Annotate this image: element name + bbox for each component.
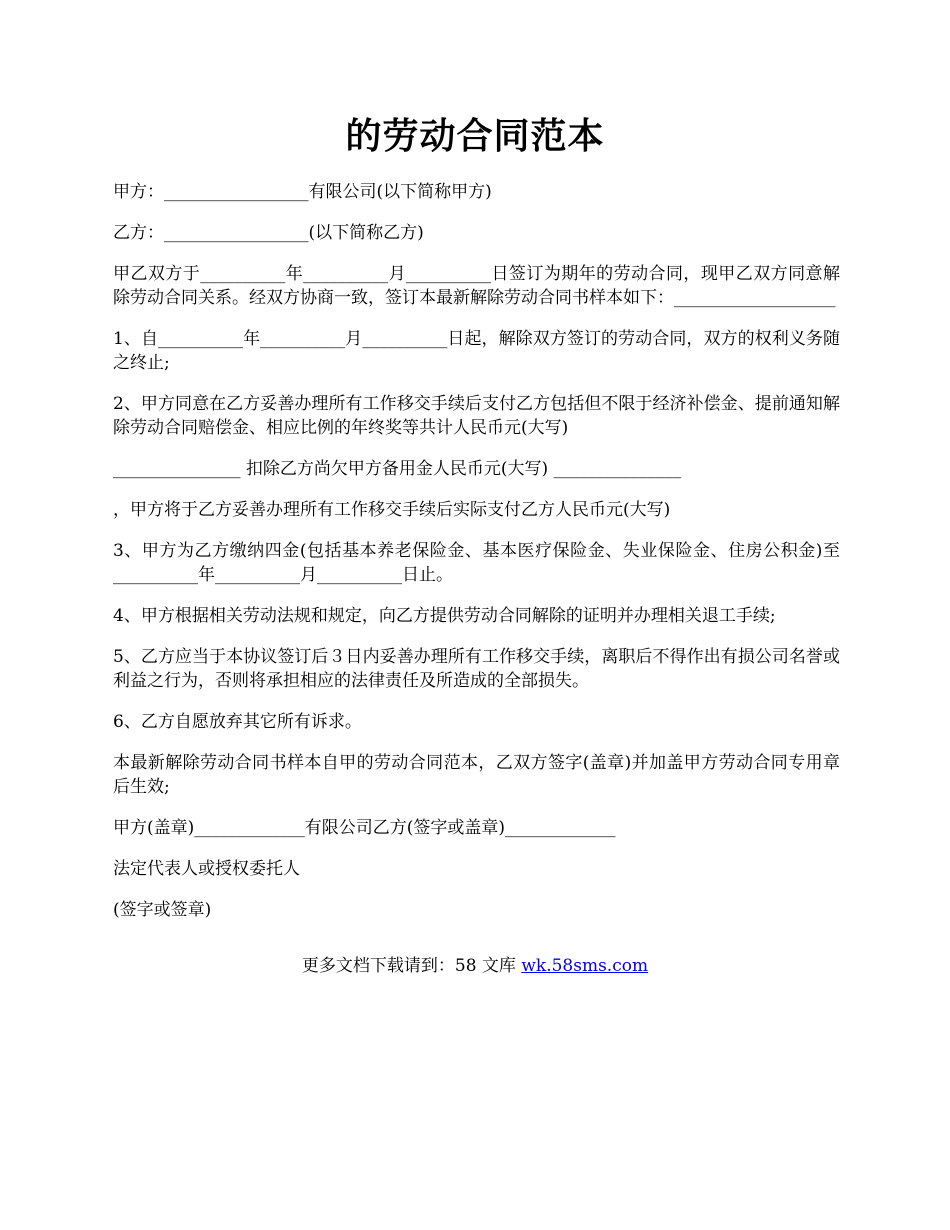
clause-1: 1、自__________年__________月__________日起，解除双方签订的劳动合同，双方的权利义务随之终止; [113, 329, 840, 373]
clause-4: 4、甲方根据相关劳动法规和规定，向乙方提供劳动合同解除的证明并办理相关退工手续; [113, 606, 776, 626]
clause-3: 3、甲方为乙方缴纳四金(包括基本养老保险金、基本医疗保险金、失业保险金、住房公积金)至__________年__________月__________日止。 [113, 541, 840, 585]
effective-clause: 本最新解除劳动合同书样本自甲的劳动合同范本，乙双方签字(盖章)并加盖甲方劳动合同专用章后生效; [113, 753, 840, 797]
clause-2-payment: ，甲方将于乙方妥善办理所有工作移交手续后实际支付乙方人民币元(大写) [113, 500, 671, 520]
footer [0, 954, 950, 978]
footer-prefix: 更多文档下载请到：58 文库 [301, 956, 522, 976]
document-title: 的劳动合同范本 [345, 115, 605, 157]
party-b-line: 乙方：_________________(以下简称乙方) [113, 223, 424, 243]
clause-2: 2、甲方同意在乙方妥善办理所有工作移交手续后支付乙方包括但不限于经济补偿金、提前通知解除劳动合同赔偿金、相应比例的年终奖等共计人民币元(大写) [113, 394, 840, 438]
signature-line: 甲方(盖章)_____________有限公司乙方(签字或盖章)_____________ [113, 818, 616, 838]
party-a-line: 甲方：_________________有限公司(以下简称甲方) [113, 182, 492, 202]
clause-6: 6、乙方自愿放弃其它所有诉求。 [113, 712, 362, 732]
clause-5: 5、乙方应当于本协议签订后３日内妥善办理所有工作移交手续，离职后不得作出有损公司名誉或利益之行为，否则将承担相应的法律责任及所造成的全部损失。 [113, 647, 840, 691]
intro-paragraph: 甲乙双方于__________年__________月__________日签订为期年的劳动合同，现甲乙双方同意解除劳动合同关系。经双方协商一致，签订本最新解除劳动合同书样本如下：___________________ [113, 264, 840, 308]
clause-2-deduction: _______________ 扣除乙方尚欠甲方备用金人民币元(大写) _______________ [113, 459, 682, 479]
signature-note: (签字或签章) [113, 900, 212, 920]
document-body [113, 180, 840, 939]
footer-link[interactable]: wk.58sms.com [521, 956, 649, 976]
legal-representative-line: 法定代表人或授权委托人 [113, 859, 300, 879]
